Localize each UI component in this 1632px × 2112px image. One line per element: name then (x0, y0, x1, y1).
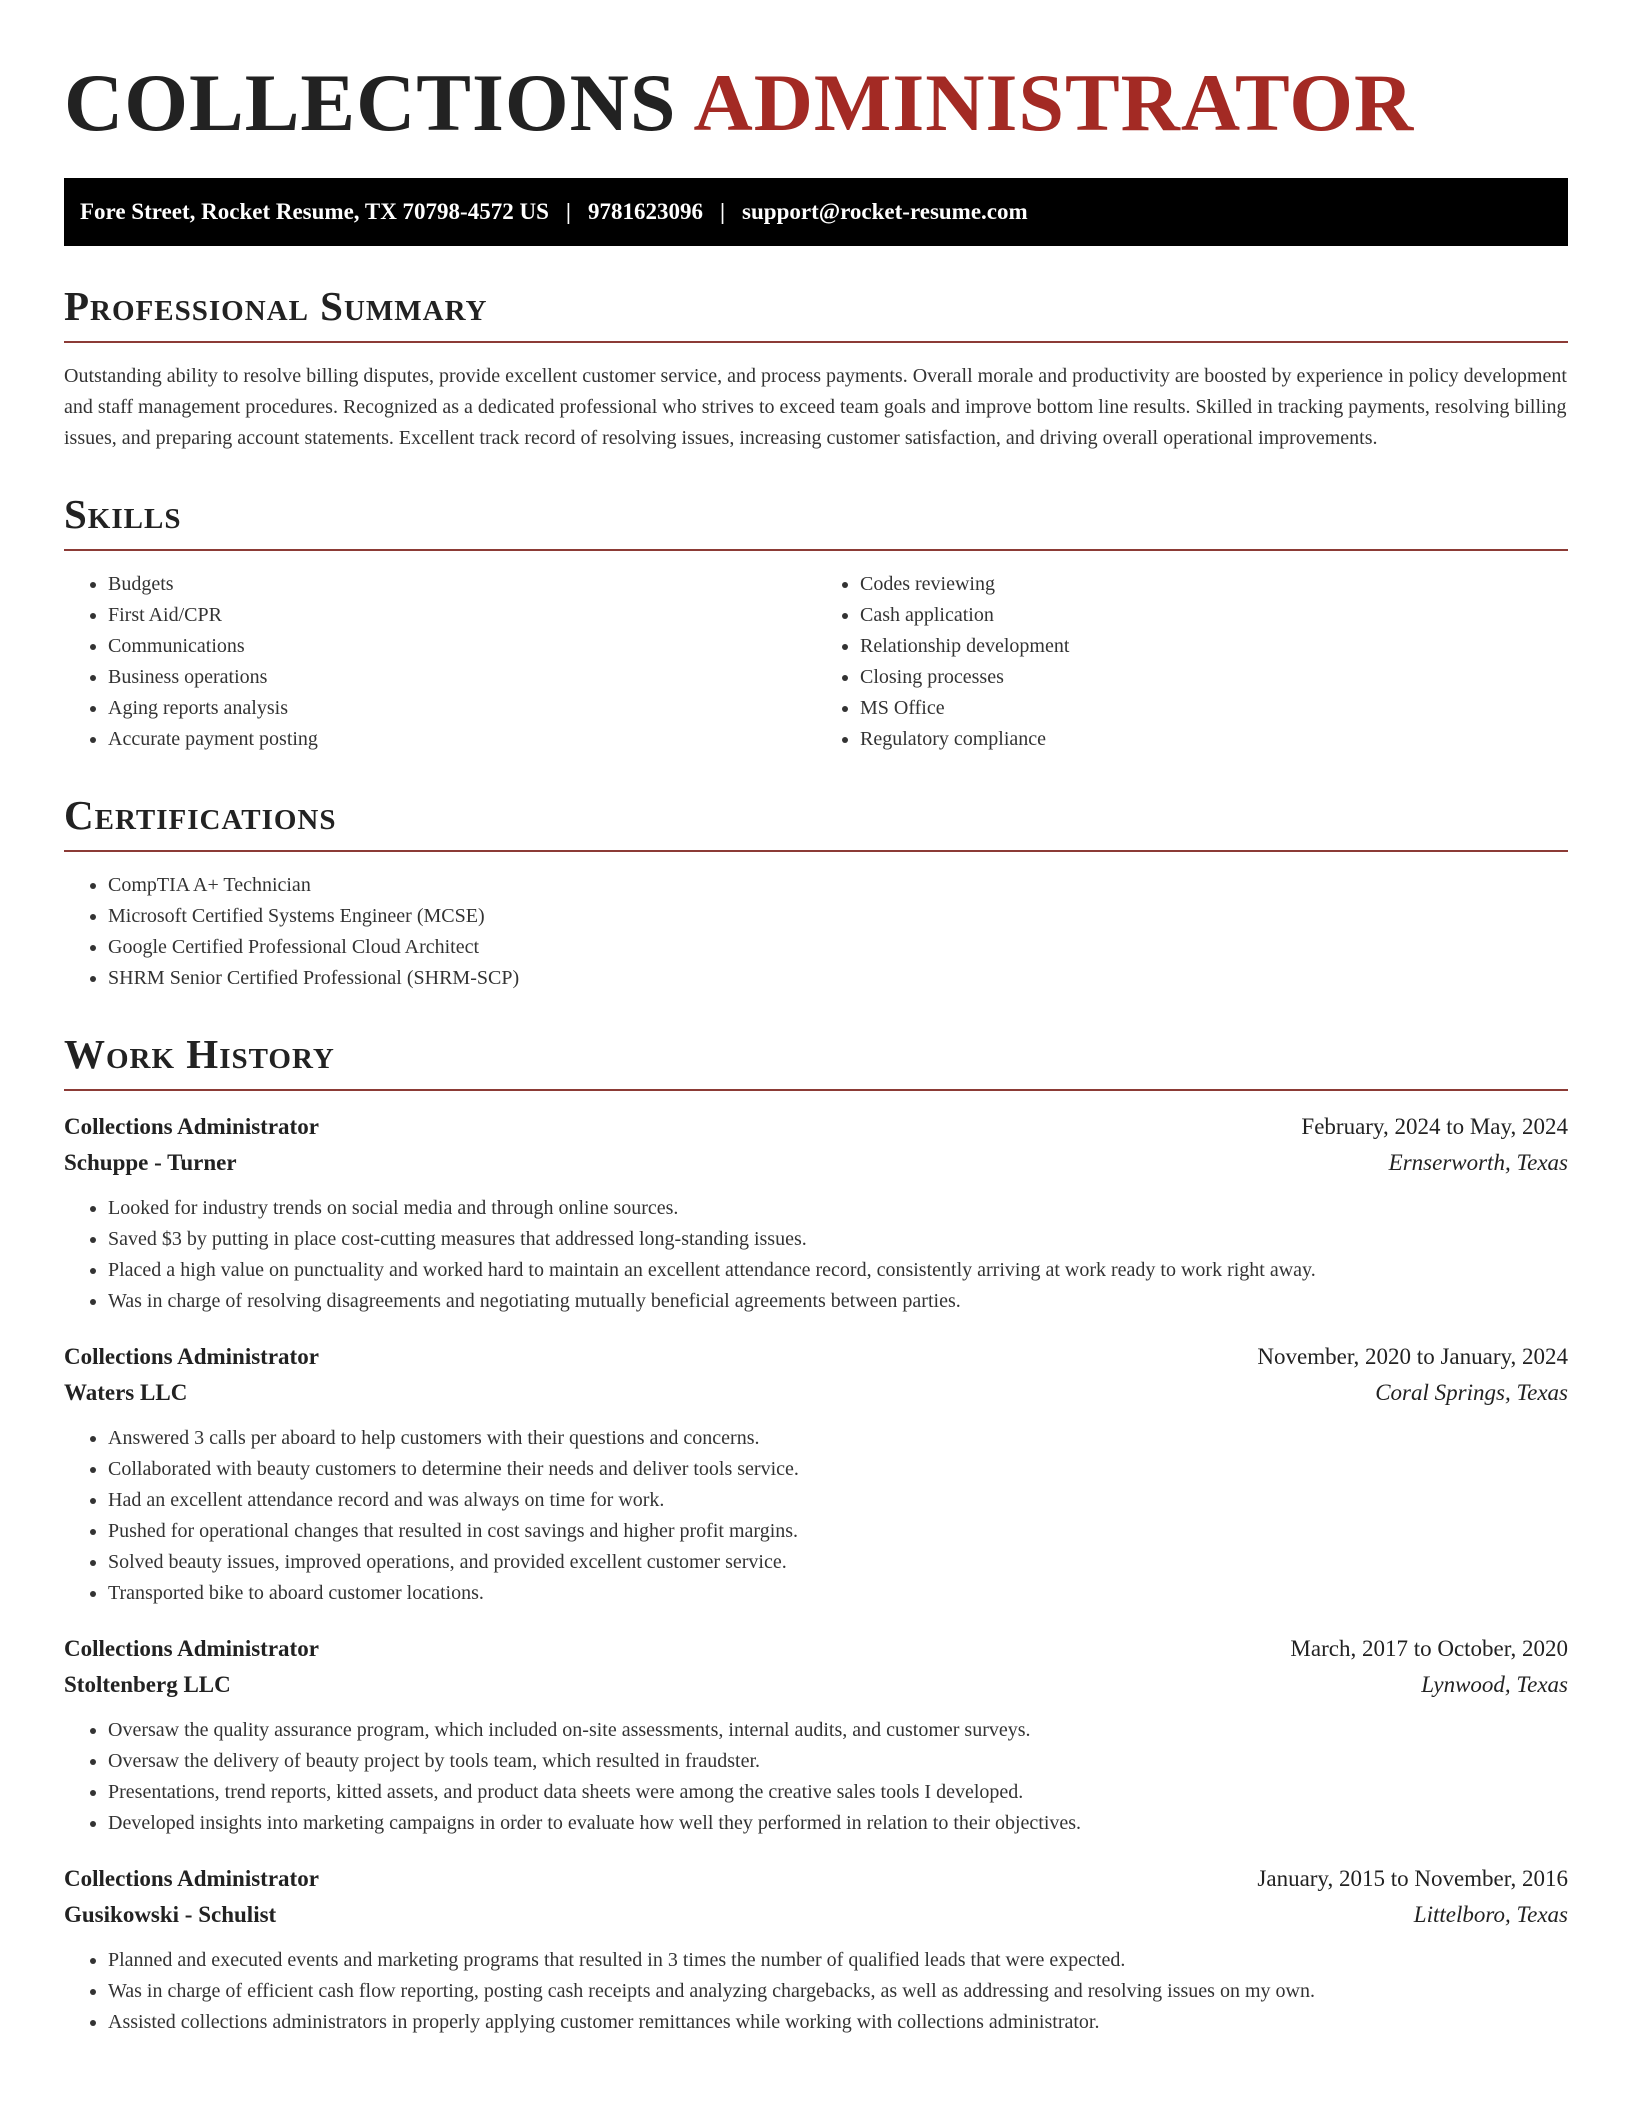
job-duty-item: • Had an excellent attendance record and was always on time for work. (108, 1485, 1568, 1516)
name-first: COLLECTIONS (64, 57, 677, 148)
job-duty-item: • Solved beauty issues, improved operations, and provided excellent customer service. (108, 1547, 1568, 1578)
job-duty-item: • Was in charge of efficient cash flow reporting, posting cash receipts and analyzing chargebacks, as well as addressing and resolving issues on my own. (108, 1976, 1568, 2007)
job-company: Waters LLC (64, 1380, 188, 1405)
job-duty-item: • Saved $3 by putting in place cost-cutting measures that addressed long-standing issues. (108, 1224, 1568, 1255)
skill-item: • Cash application (860, 600, 1568, 631)
job-duty-item: • Assisted collections administrators in properly applying customer remittances while working with collections administrator. (108, 2007, 1568, 2038)
skill-item: • Business operations (108, 662, 816, 693)
job-duty-item: • Developed insights into marketing campaigns in order to evaluate how well they performed in relation to their objectives. (108, 1808, 1568, 1839)
contact-separator: | (719, 199, 726, 224)
job-dates: November, 2020 to January, 2024 (1257, 1344, 1568, 1369)
skill-item: • Closing processes (860, 662, 1568, 693)
job-duty-item: • Placed a high value on punctuality and worked hard to maintain an excellent attendance record, consistently arriving at work ready to work right away. (108, 1255, 1568, 1286)
job-entry (64, 1631, 1568, 1839)
skills-grid (64, 551, 1568, 755)
certifications-heading: Certifications (64, 795, 1568, 852)
job-company-row (64, 1667, 1568, 1703)
skill-item: • Codes reviewing (860, 569, 1568, 600)
job-duty-item: • Transported bike to aboard customer locations. (108, 1578, 1568, 1609)
job-company: Gusikowski - Schulist (64, 1902, 277, 1927)
contact-address: Fore Street, Rocket Resume, TX 70798-4572 US (80, 199, 549, 224)
job-header-row (64, 1861, 1568, 1897)
skill-item: • Relationship development (860, 631, 1568, 662)
contact-phone: 9781623096 (587, 199, 703, 224)
job-title: Collections Administrator (64, 1636, 319, 1661)
summary-text: Outstanding ability to resolve billing disputes, provide excellent customer service, and process payments. Overall morale and productivity are boosted by experience in policy development and staff management procedures. Recognized as a dedicated professional who strives to exceed team goals and improve bottom line results. Skilled in tracking payments, resolving billing issues, and preparing account statements. Excellent track record of resolving issues, increasing customer satisfaction, and driving overall operational improvements. (64, 365, 1567, 449)
skills-list-left (64, 569, 816, 755)
skills-section (64, 491, 1568, 755)
job-location: Coral Springs, Texas (1375, 1380, 1568, 1405)
certifications-list (64, 870, 1568, 994)
job-company-row (64, 1375, 1568, 1411)
job-entry (64, 1861, 1568, 2038)
job-duty-item: • Was in charge of resolving disagreements and negotiating mutually beneficial agreements between parties. (108, 1286, 1568, 1317)
job-dates: March, 2017 to October, 2020 (1290, 1636, 1568, 1661)
skill-item: • Regulatory compliance (860, 724, 1568, 755)
job-company: Schuppe - Turner (64, 1150, 237, 1175)
job-entry (64, 1339, 1568, 1609)
skill-item: • Accurate payment posting (108, 724, 816, 755)
skills-heading: Skills (64, 494, 1568, 551)
job-duty-item: • Oversaw the delivery of beauty project by tools team, which resulted in fraudster. (108, 1746, 1568, 1777)
job-location: Ernserworth, Texas (1388, 1150, 1568, 1175)
work-history-section (64, 1031, 1568, 2038)
certifications-section (64, 792, 1568, 994)
job-company-row (64, 1897, 1568, 1933)
job-duties-list (64, 1193, 1568, 1317)
job-company: Stoltenberg LLC (64, 1672, 231, 1697)
work-history-list (64, 1109, 1568, 2038)
job-duties-list (64, 1945, 1568, 2038)
job-duties-list (64, 1715, 1568, 1839)
name-last: ADMINISTRATOR (693, 57, 1415, 148)
skill-item: • Budgets (108, 569, 816, 600)
job-company-row (64, 1145, 1568, 1181)
job-header-row (64, 1339, 1568, 1375)
job-title: Collections Administrator (64, 1114, 319, 1139)
job-title: Collections Administrator (64, 1344, 319, 1369)
job-duties-list (64, 1423, 1568, 1609)
skills-list-right (816, 569, 1568, 755)
job-duty-item: • Collaborated with beauty customers to determine their needs and deliver tools service. (108, 1454, 1568, 1485)
job-entry (64, 1109, 1568, 1317)
job-duty-item: • Pushed for operational changes that resulted in cost savings and higher profit margins. (108, 1516, 1568, 1547)
contact-bar (64, 178, 1568, 246)
job-duty-item: • Planned and executed events and marketing programs that resulted in 3 times the number of qualified leads that were expected. (108, 1945, 1568, 1976)
contact-separator: | (565, 199, 571, 224)
resume-name (64, 57, 1568, 148)
work-history-heading: Work History (64, 1034, 1568, 1091)
contact-email: support@rocket-resume.com (742, 199, 1028, 224)
skill-item: • Aging reports analysis (108, 693, 816, 724)
skill-item: • First Aid/CPR (108, 600, 816, 631)
job-header-row (64, 1631, 1568, 1667)
job-header-row (64, 1109, 1568, 1145)
job-location: Littelboro, Texas (1413, 1902, 1568, 1927)
job-dates: January, 2015 to November, 2016 (1257, 1866, 1568, 1891)
job-location: Lynwood, Texas (1421, 1672, 1568, 1697)
certification-item: • Microsoft Certified Systems Engineer (MCSE) (108, 901, 1568, 932)
job-title: Collections Administrator (64, 1866, 319, 1891)
skill-item: • MS Office (860, 693, 1568, 724)
summary-heading: Professional Summary (64, 286, 1568, 343)
certification-item: • CompTIA A+ Technician (108, 870, 1568, 901)
job-duty-item: • Looked for industry trends on social media and through online sources. (108, 1193, 1568, 1224)
certification-item: • Google Certified Professional Cloud Architect (108, 932, 1568, 963)
summary-section (64, 283, 1568, 454)
job-dates: February, 2024 to May, 2024 (1301, 1114, 1568, 1139)
job-duty-item: • Presentations, trend reports, kitted assets, and product data sheets were among the creative sales tools I developed. (108, 1777, 1568, 1808)
job-duty-item: • Oversaw the quality assurance program, which included on-site assessments, internal audits, and customer surveys. (108, 1715, 1568, 1746)
skill-item: • Communications (108, 631, 816, 662)
job-duty-item: • Answered 3 calls per aboard to help customers with their questions and concerns. (108, 1423, 1568, 1454)
certification-item: • SHRM Senior Certified Professional (SHRM-SCP) (108, 963, 1568, 994)
